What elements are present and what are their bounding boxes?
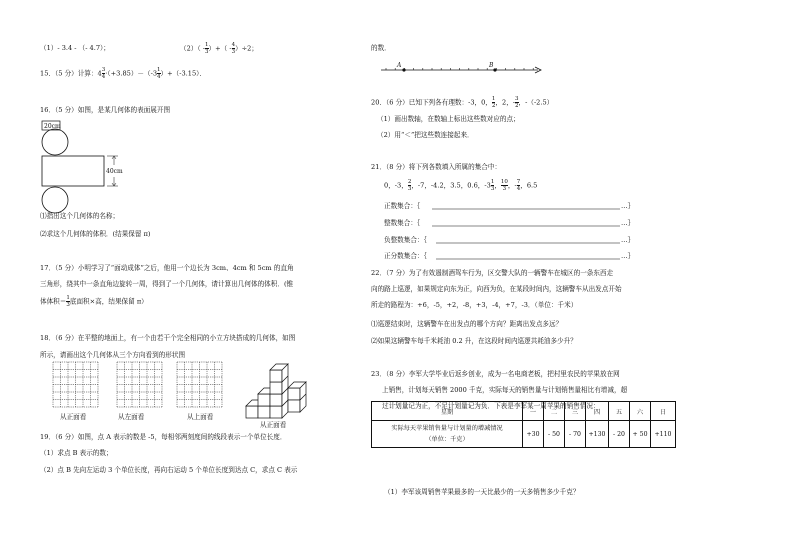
q23-line3: 过计划量记为正，不足计划量记为负．下表是李军某一周苹果的销售情况： — [382, 402, 600, 410]
table-row — [372, 421, 676, 448]
table-header-cell: 三 — [565, 402, 586, 421]
table-header-cell: 二 — [544, 402, 565, 421]
q23-part1: （1）李军该周销售苹果最多的一天比最少的一天多销售多少千克？ — [384, 488, 580, 496]
q15: 15．（5 分）计算：4 $\frac{3}{4}$ ·（+3.85）－（-3 $\frac{1}{4}$ ）+（-3.15）． — [40, 67, 207, 80]
q20-part2: （2）用“＜”把这些数连接起来． — [377, 131, 474, 139]
table-header-cell: 六 — [630, 402, 651, 421]
q19-line2: （1）求点 B 表示的数； — [40, 449, 113, 457]
set-integer: 整数集合：｛ — [384, 219, 421, 227]
table-row-label: 实际每天苹果销售量与计划量的增减情况 （单位：千克） — [372, 421, 523, 448]
table-header-cell: 日 — [651, 402, 676, 421]
table-header-cell: 五 — [609, 402, 630, 421]
view-front2-label: 从正面看 — [260, 421, 287, 429]
table-header-cell: 四 — [586, 402, 609, 421]
table-cell: - 50 — [544, 421, 565, 448]
q22-part2: ⑵如果这辆警车每千米耗油 0.2 升，在这段时间内巡逻共耗油多少升？ — [371, 337, 577, 345]
q14-part2: （2）（ - $\frac{1}{3}$ ）+（ - $\frac{4}{3}$ ）÷2； — [180, 42, 258, 55]
q18-line1: 18．（6 分）在平整的地面上，有一个由若干个完全相同的小立方块搭成的几何体，如图 — [40, 334, 296, 342]
q22-line3: 所走的路程为：+6，-5，+2，-8，+3，-4，+7，-3．（单位：千米） — [371, 301, 578, 309]
table-header-cell: 星期 — [372, 402, 523, 421]
q22-line2: 向的路上巡逻，如果规定向东为正，向西为负，在某段时间内，这辆警车从出发点开始 — [371, 285, 622, 293]
table-header-cell: 一 — [523, 402, 544, 421]
q16-stem: 16．（5 分）如图，是某几何体的表面展开图 — [40, 106, 171, 114]
q22-line1: 22．（7 分）为了有效遏制酒驾车行为，区交警大队的一辆警车在城区的一条东西走 — [371, 269, 614, 277]
table-header-row — [372, 402, 676, 421]
sales-table — [371, 401, 676, 448]
q23-line1: 23．（8 分）李军大学毕业后返乡创业，成为一名电商老板，把村里农民的苹果放在网 — [371, 370, 620, 378]
q17-line2: 三角形，绕其中一条直角边旋转一周，得到了一个几何体，请计算出几何体的体积．(锥 — [40, 280, 294, 288]
label-20cm: 20cm — [44, 123, 61, 130]
set-close-4: …｝ — [621, 252, 635, 260]
table-cell: +110 — [651, 421, 676, 448]
label-40cm: 40cm — [106, 168, 123, 175]
q19-line1: 19．（6 分）如图，点 A 表示的数是 -5，每相邻两刻度间的线段表示一个单位长度． — [40, 433, 287, 441]
set-negative-integer: 负整数集合：｛ — [384, 236, 427, 244]
view-front-label: 从正面看 — [60, 413, 87, 421]
q17-line3: 体体积＝ $\frac{1}{3}$ 底面积×高，结果保留 π） — [40, 295, 148, 308]
q19-continued: 的数． — [371, 44, 391, 52]
table-cell: - 20 — [609, 421, 630, 448]
view-top-label: 从上面看 — [187, 413, 214, 421]
set-close-2: …｝ — [621, 219, 635, 227]
set-positive: 正数集合：｛ — [384, 202, 421, 210]
point-b-label: B — [489, 62, 494, 69]
table-cell: - 70 — [565, 421, 586, 448]
q23-line2: 上销售，计划每天销售 2000 千克，实际每天的销售量与计划销售量相比有增减，超 — [382, 386, 628, 394]
q20-part1: （1）画出数轴，在数轴上标出这些数对应的点； — [377, 115, 520, 123]
q21-numbers: 0，-3， $\frac{2}{3}$ ，-7，-4.2，3.5，0.6，-3 $\frac{1}{3}$ ， $\frac{10}{3}$ ，- $\frac{7}{4}$ ，6.5 — [384, 179, 538, 192]
q16-part1: ⑴指出这个几何体的名称； — [40, 212, 120, 220]
q21-stem: 21．（8 分）将下列各数填入所属的集合中： — [371, 163, 502, 171]
table-cell: +30 — [523, 421, 544, 448]
q17-line1: 17．（5 分）小明学习了“面动成体”之后，他用一个边长为 3cm、4cm 和 5cm 的直角 — [40, 264, 294, 272]
q14-part1: （1）- 3.4 - （- 4.7）； — [40, 44, 110, 52]
q19-line3: （2）点 B 先向左运动 3 个单位长度，再向右运动 5 个单位长度到达点 C，求点 C 表示 — [40, 466, 298, 474]
table-cell: + 50 — [630, 421, 651, 448]
set-close-3: …｝ — [621, 236, 635, 244]
set-positive-fraction: 正分数集合：｛ — [384, 252, 427, 260]
view-left-label: 从左面看 — [118, 413, 145, 421]
q16-part2: ⑵求这个几何体的体积．(结果保留 π) — [40, 230, 151, 238]
point-a-label: A — [397, 62, 402, 69]
table-cell: +130 — [586, 421, 609, 448]
set-close-1: …｝ — [621, 202, 635, 210]
q18-line2: 所示，请画出这个几何体从三个方向看到的形状图 — [40, 351, 186, 359]
q20-stem: 20．（6 分）已知下列各有理数：-3，0， $\frac{1}{2}$ ，2，- $\frac{3}{2}$ ，-（-2.5） — [371, 96, 554, 109]
q22-part1: ⑴巡逻结束时，这辆警车在出发点的哪个方向？距离出发点多远？ — [371, 320, 563, 328]
